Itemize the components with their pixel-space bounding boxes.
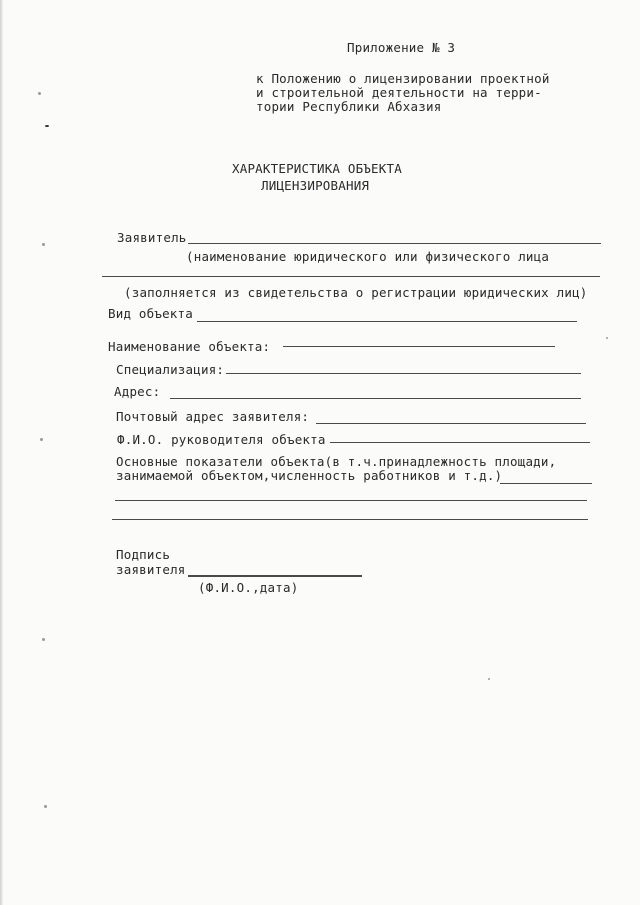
scan-speck [38, 92, 41, 95]
indicators-label-line-2: занимаемой объектом,численность работников и т.д.) [116, 468, 503, 483]
postal-address-field-line[interactable] [316, 423, 586, 424]
document-heading-line-2: ЛИЦЕНЗИРОВАНИЯ [261, 178, 370, 193]
indicators-field-line-2[interactable] [115, 500, 587, 501]
object-name-field-line[interactable] [283, 346, 555, 347]
address-label: Адрес: [114, 384, 161, 399]
signature-field-line[interactable] [188, 575, 362, 577]
scan-speck [606, 337, 608, 339]
applicant-second-field-line[interactable] [102, 276, 600, 277]
postal-address-label: Почтовый адрес заявителя: [116, 409, 310, 424]
applicant-label: Заявитель [117, 230, 187, 245]
address-field-line[interactable] [170, 398, 581, 399]
scan-speck [42, 243, 45, 246]
indicators-label-line-1: Основные показатели объекта(в т.ч.принадлежность площади, [116, 454, 557, 469]
object-type-field-line[interactable] [197, 321, 577, 322]
specialization-field-line[interactable] [226, 373, 581, 374]
registration-hint: (заполняется из свидетельства о регистрации юридических лиц) [124, 285, 588, 300]
scan-speck [42, 638, 45, 641]
document-heading-line-1: ХАРАКТЕРИСТИКА ОБЪЕКТА [232, 161, 402, 176]
signature-label-line-2: заявителя [116, 562, 186, 577]
appendix-title: Приложение № 3 [347, 40, 456, 55]
appendix-reference-line-2: и строительной деятельности на терри- [256, 85, 542, 100]
manager-name-field-line[interactable] [330, 442, 590, 443]
manager-name-label: Ф.И.О. руководителя объекта [117, 432, 326, 447]
signature-hint: (Ф.И.О.,дата) [198, 580, 299, 595]
indicators-field-line-3[interactable] [112, 519, 588, 520]
indicators-field-line-1[interactable] [500, 483, 592, 484]
appendix-reference-line-3: тории Республики Абхазия [256, 99, 442, 114]
object-type-label: Вид объекта [108, 306, 193, 321]
page-edge-shadow [0, 0, 3, 905]
appendix-reference-line-1: к Положению о лицензировании проектной [256, 71, 550, 86]
scan-speck [40, 438, 43, 441]
scan-speck [45, 125, 49, 127]
scan-speck [488, 678, 490, 680]
specialization-label: Специализация: [116, 362, 225, 377]
scan-speck [44, 805, 47, 808]
object-name-label: Наименование объекта: [108, 339, 271, 354]
applicant-hint: (наименование юридического или физического лица [186, 249, 550, 264]
signature-label-line-1: Подпись [116, 547, 171, 562]
applicant-field-line[interactable] [188, 243, 601, 244]
